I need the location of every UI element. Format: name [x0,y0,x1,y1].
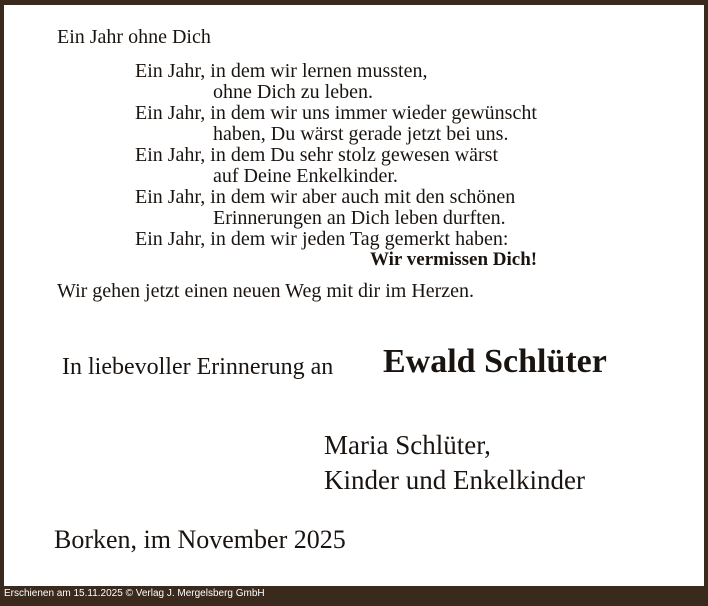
signatory-line: Kinder und Enkelkinder [324,465,585,495]
poem-emphasis: Wir vermissen Dich! [370,249,538,270]
poem-title: Ein Jahr ohne Dich [57,26,211,48]
poem-line: haben, Du wärst gerade jetzt bei uns. [213,123,509,145]
poem-line: Ein Jahr, in dem wir aber auch mit den schönen [135,186,516,208]
poem-line: auf Deine Enkelkinder. [213,165,398,187]
poem-line: Erinnerungen an Dich leben durften. [213,207,506,229]
poem-line: Ein Jahr, in dem wir uns immer wieder gewünscht [135,102,537,124]
publication-footer: Erschienen am 15.11.2025 © Verlag J. Mergelsberg GmbH [4,588,265,599]
obituary-notice [4,5,704,586]
poem-line: Ein Jahr, in dem wir jeden Tag gemerkt haben: [135,228,509,250]
signatory-line: Maria Schlüter, [324,430,491,460]
deceased-name: Ewald Schlüter [383,343,607,380]
poem-line: Ein Jahr, in dem wir lernen mussten, [135,60,428,82]
place-date: Borken, im November 2025 [54,525,346,554]
poem-line: ohne Dich zu leben. [213,81,373,103]
poem-closing: Wir gehen jetzt einen neuen Weg mit dir im Herzen. [57,280,475,302]
memorial-intro: In liebevoller Erinnerung an [62,354,334,380]
poem-line: Ein Jahr, in dem Du sehr stolz gewesen wärst [135,144,498,166]
